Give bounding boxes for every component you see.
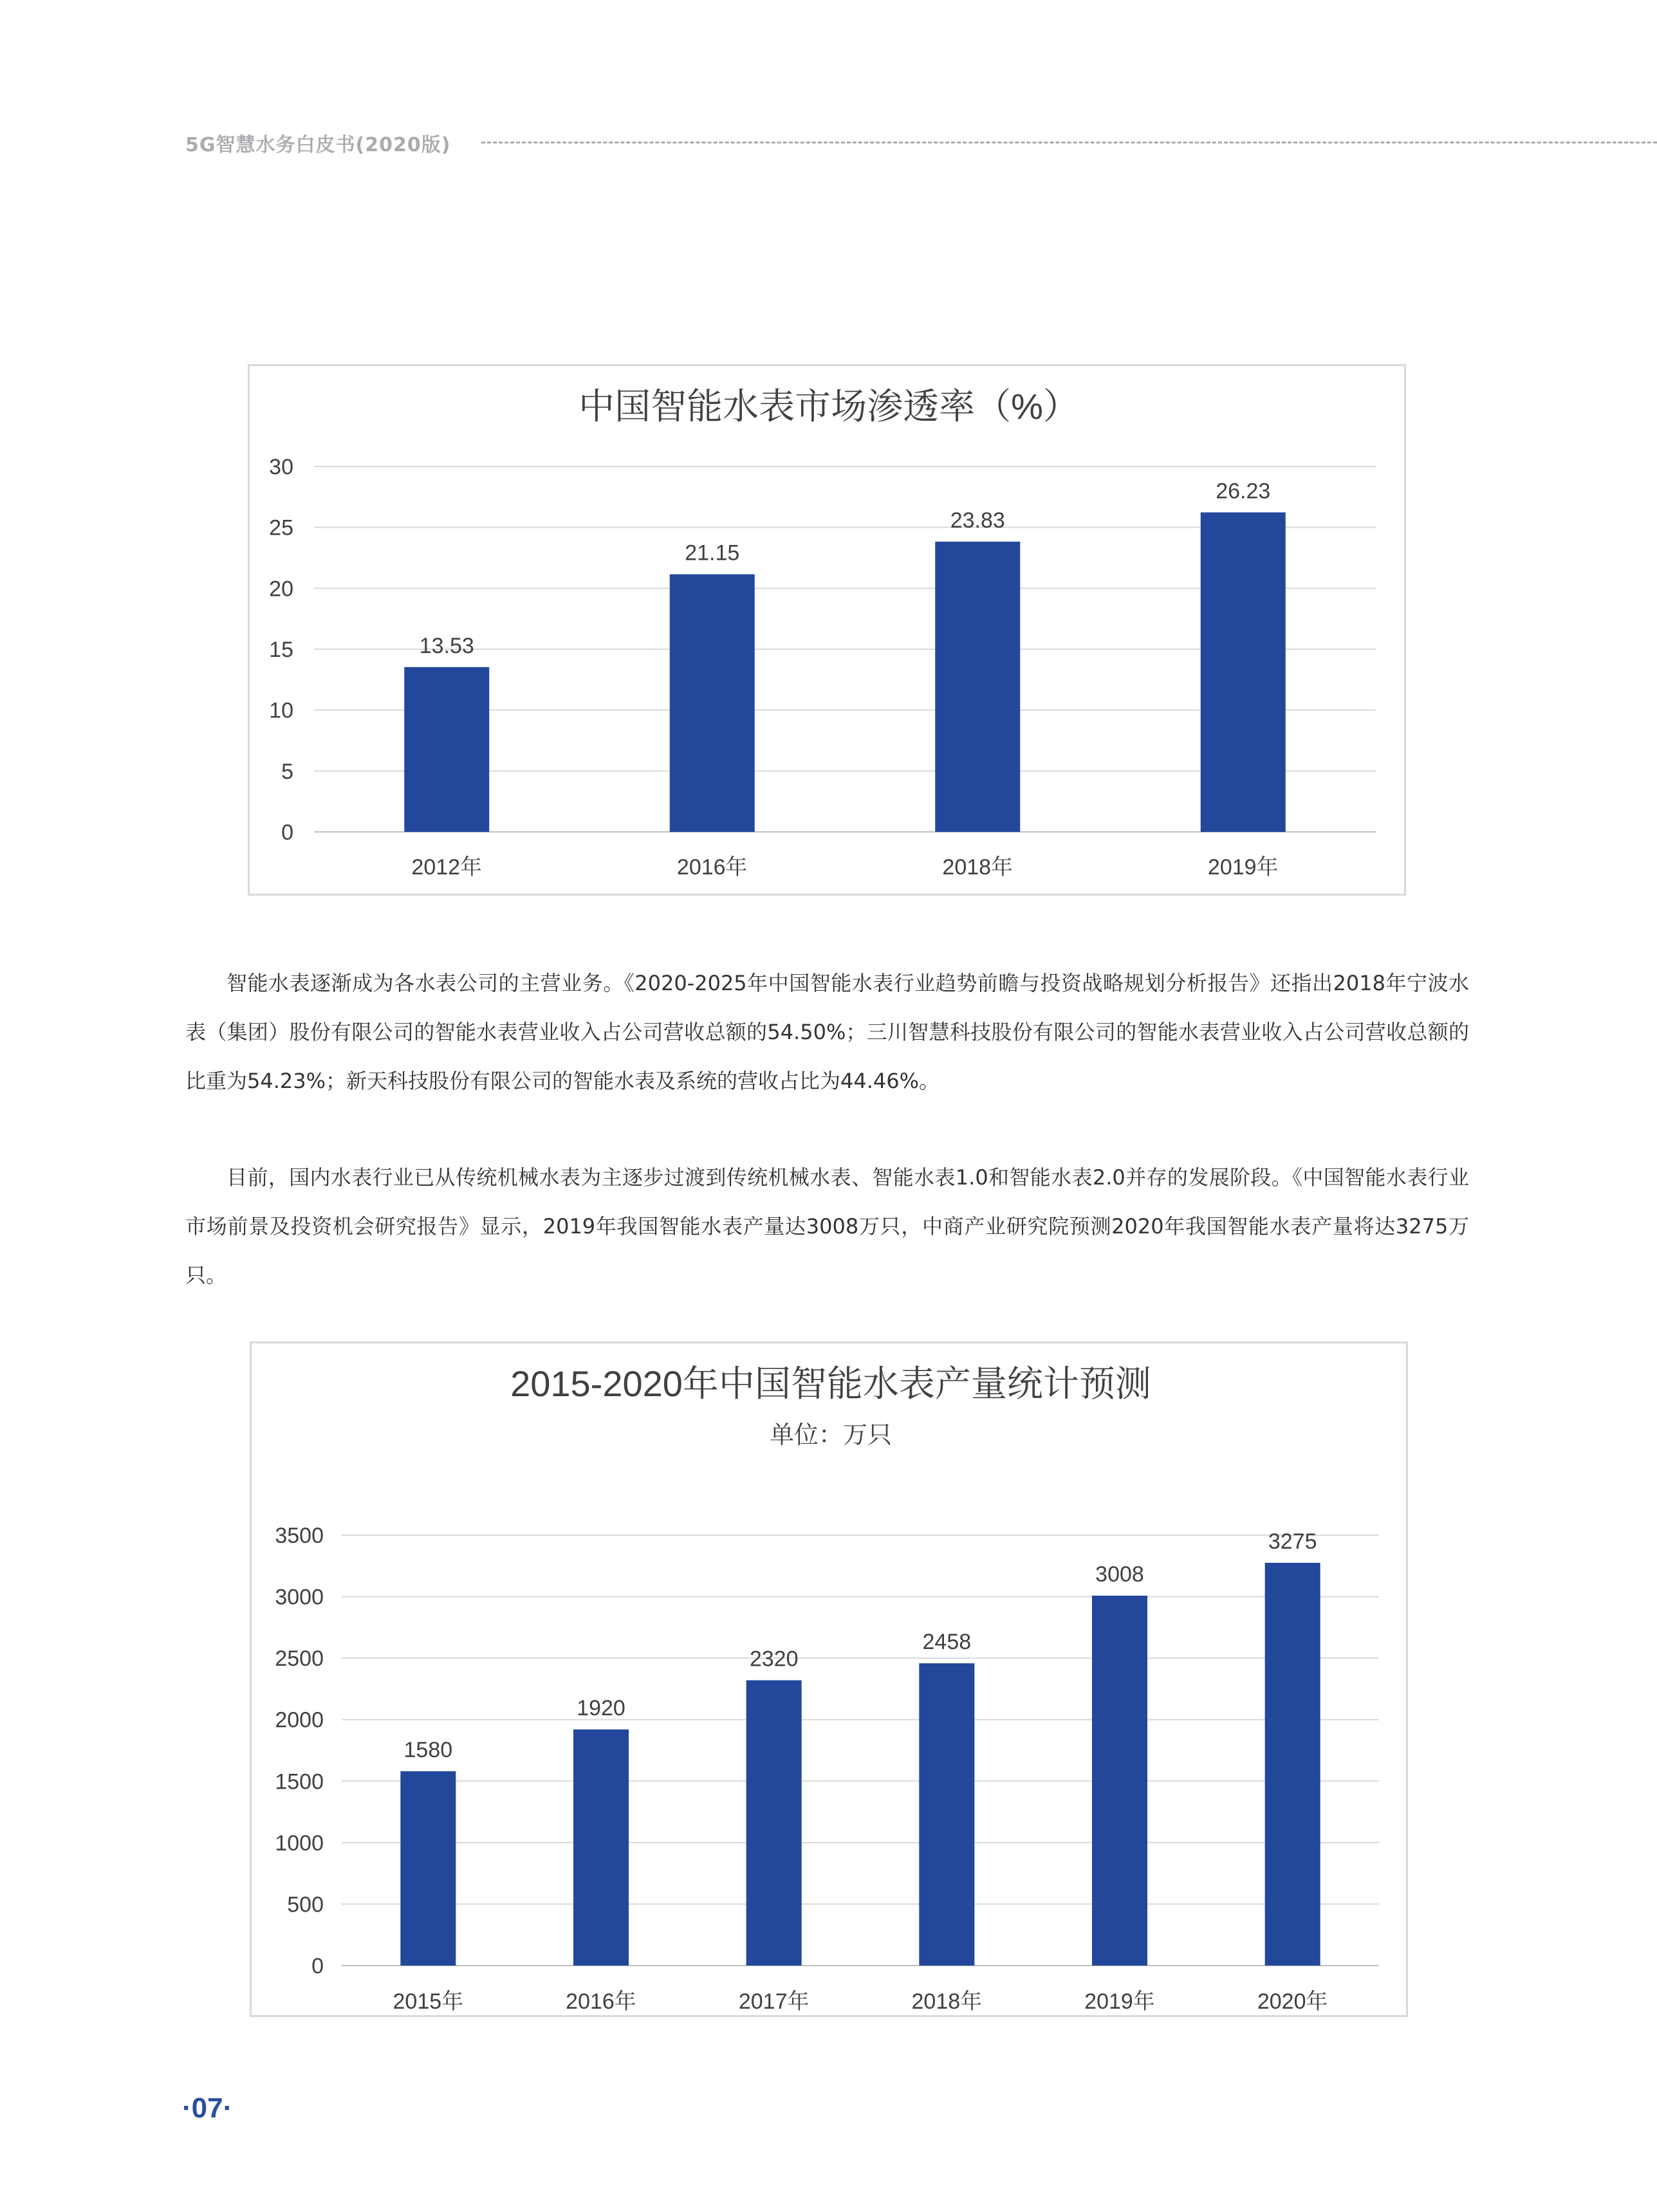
chart-penetration-rate-svg: [250, 366, 1408, 898]
chart-production-forecast: [250, 1341, 1408, 2017]
data-label: 1920: [577, 1696, 625, 1721]
bar: [935, 542, 1020, 832]
data-label: 21.15: [685, 540, 740, 566]
paragraph-2: 目前，国内水表行业已从传统机械水表为主逐步过渡到传统机械水表、智能水表1.0和智能水表2.0并存的发展阶段。《中国智能水表行业市场前景及投资机会研究报告》显示，2019年我国智能水表产量达3008万只，中商产业研究院预测2020年我国智能水表产量将达3275万只。: [185, 1165, 1469, 1287]
data-label: 3008: [1095, 1562, 1144, 1587]
y-tick-label: 25: [269, 515, 293, 540]
x-tick-label: 2016年: [566, 1989, 636, 2014]
header-divider: [481, 142, 1657, 143]
y-tick-label: 10: [269, 698, 293, 723]
bar: [404, 667, 489, 832]
bar: [1092, 1596, 1147, 1966]
x-tick-label: 2012年: [411, 855, 483, 880]
y-tick-label: 15: [269, 638, 293, 662]
chart-title: 2015-2020年中国智能水表产量统计预测: [510, 1363, 1151, 1404]
data-label: 13.53: [419, 633, 474, 658]
x-tick-label: 2018年: [942, 855, 1014, 880]
data-label: 23.83: [950, 508, 1005, 533]
y-tick-label: 0: [311, 1954, 324, 1978]
chart-subtitle: 单位：万只: [769, 1422, 893, 1449]
x-tick-label: 2020年: [1257, 1989, 1328, 2014]
x-tick-label: 2015年: [393, 1989, 464, 2014]
bar: [1201, 512, 1286, 832]
x-tick-label: 2016年: [676, 855, 748, 880]
chart-penetration-rate: [248, 364, 1406, 896]
y-tick-label: 3500: [275, 1524, 324, 1548]
bar: [573, 1729, 629, 1966]
data-label: 26.23: [1216, 479, 1271, 504]
page-number: ·07·: [182, 2092, 233, 2124]
paragraph-1: 智能水表逐渐成为各水表公司的主营业务。《2020-2025年中国智能水表行业趋势前瞻与投资战略规划分析报告》还指出2018年宁波水表（集团）股份有限公司的智能水表营业收入占公司营收总额的54.50%；三川智慧科技股份有限公司的智能水表营业收入占公司营收总额的比重为54.23%；新天科技股份有限公司的智能水表及系统的营收占比为44.46%。: [185, 971, 1469, 1093]
bar: [1265, 1563, 1320, 1966]
y-tick-label: 2000: [275, 1708, 324, 1733]
y-tick-label: 30: [269, 455, 293, 479]
bar: [746, 1681, 802, 1966]
x-tick-label: 2019年: [1207, 855, 1279, 880]
y-tick-label: 3000: [275, 1585, 324, 1610]
bar: [400, 1771, 456, 1966]
y-tick-label: 0: [281, 820, 293, 845]
header-title: 5G智慧水务白皮书(2020版): [185, 134, 451, 156]
y-tick-label: 5: [281, 759, 293, 784]
x-tick-label: 2019年: [1084, 1989, 1155, 2014]
chart-production-forecast-svg: [252, 1343, 1410, 2019]
y-tick-label: 20: [269, 576, 293, 602]
y-tick-label: 2500: [275, 1646, 324, 1672]
bar: [670, 575, 755, 832]
data-label: 2458: [922, 1630, 972, 1655]
x-tick-label: 2017年: [738, 1989, 810, 2014]
bar: [919, 1663, 974, 1966]
chart-title: 中国智能水表市场渗透率（%）: [579, 386, 1079, 427]
x-tick-label: 2018年: [911, 1989, 983, 2014]
y-tick-label: 1000: [275, 1830, 324, 1856]
y-tick-label: 1500: [275, 1769, 324, 1794]
y-tick-label: 500: [287, 1892, 324, 1917]
data-label: 3275: [1268, 1529, 1317, 1554]
data-label: 1580: [403, 1737, 453, 1762]
data-label: 2320: [749, 1646, 799, 1672]
